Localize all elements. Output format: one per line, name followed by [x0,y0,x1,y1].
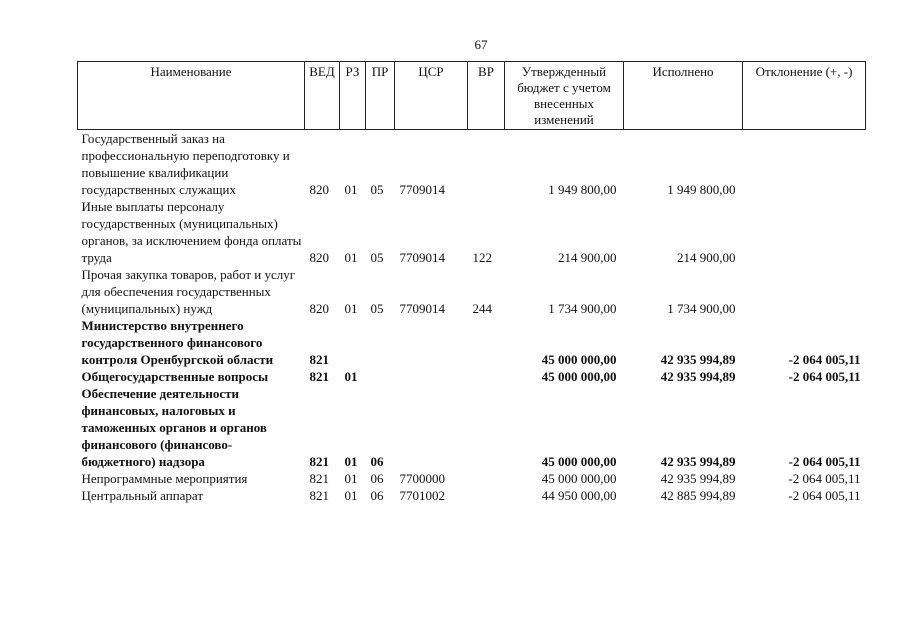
cell-executed: 42 935 994,89 [660,369,736,384]
cell-name: Центральный аппарат [81,488,204,503]
cell-name: Министерство внутреннего государственного финансового контроля Оренбургской области [81,318,274,367]
cell-deviation: -2 064 005,11 [788,471,861,486]
cell-deviation [743,130,866,199]
cell-executed: 42 935 994,89 [660,454,736,469]
table-row [78,385,866,470]
cell-name: Общегосударственные вопросы [81,369,269,384]
cell-name: Обеспечение деятельности финансовых, налоговых и таможенных органов и органов финансового (финансово-бюджетного) надзора [81,386,267,469]
cell-approved: 1 949 800,00 [548,182,617,197]
cell-ved: 821 [309,454,329,469]
cell-vr [468,317,505,368]
cell-pr: 06 [370,471,384,486]
cell-vr: 244 [472,301,492,316]
cell-name: Государственный заказ на профессиональную переподготовку и повышение квалификации государственных служащих [81,131,290,197]
table-row [78,487,866,504]
cell-approved: 1 734 900,00 [548,301,617,316]
cell-deviation: -2 064 005,11 [788,369,861,384]
table-row [78,368,866,385]
header-row [78,62,866,130]
cell-deviation: -2 064 005,11 [788,352,861,367]
cell-ved: 820 [309,301,329,316]
header-rz: РЗ [340,62,366,130]
cell-deviation: -2 064 005,11 [788,454,861,469]
cell-rz: 01 [344,250,358,265]
cell-approved: 45 000 000,00 [541,369,617,384]
cell-rz: 01 [344,488,358,503]
cell-ved: 820 [309,250,329,265]
cell-vr: 122 [472,250,492,265]
table-row [78,198,866,266]
cell-pr: 06 [370,454,384,469]
cell-pr: 05 [370,301,384,316]
cell-rz: 01 [344,454,358,469]
header-vr: ВР [468,62,505,130]
cell-vr [468,385,505,470]
cell-pr [366,368,395,385]
cell-csr [395,317,468,368]
cell-deviation [743,266,866,317]
cell-executed: 1 949 800,00 [667,182,736,197]
header-ved: ВЕД [305,62,340,130]
cell-vr [468,487,505,504]
cell-pr [366,317,395,368]
cell-vr [468,368,505,385]
cell-csr: 7700000 [399,471,445,486]
header-approved: Утвержденный бюджет с учетом внесенных изменений [505,62,624,130]
cell-name: Прочая закупка товаров, работ и услуг для обеспечения государственных (муниципальных) нужд [81,267,296,316]
cell-executed: 42 935 994,89 [660,471,736,486]
cell-executed: 42 885 994,89 [660,488,736,503]
cell-csr: 7709014 [399,182,445,197]
table-row [78,130,866,199]
cell-approved: 214 900,00 [558,250,617,265]
table-header [78,62,866,130]
cell-ved: 821 [309,369,329,384]
page-number: 67 [474,37,488,52]
cell-pr: 05 [370,250,384,265]
budget-table [77,61,866,504]
cell-rz: 01 [344,369,358,384]
cell-csr: 7709014 [399,301,445,316]
cell-rz: 01 [344,301,358,316]
cell-csr: 7709014 [399,250,445,265]
cell-executed: 1 734 900,00 [667,301,736,316]
header-csr: ЦСР [395,62,468,130]
header-deviation: Отклонение (+, -) [743,62,866,130]
cell-ved: 821 [309,471,329,486]
table-row [78,470,866,487]
cell-approved: 45 000 000,00 [541,454,617,469]
cell-approved: 45 000 000,00 [541,471,617,486]
cell-pr: 05 [370,182,384,197]
cell-csr: 7701002 [399,488,445,503]
cell-deviation: -2 064 005,11 [788,488,861,503]
cell-ved: 820 [309,182,329,197]
cell-approved: 44 950 000,00 [541,488,617,503]
table-body [78,130,866,505]
cell-ved: 821 [309,352,329,367]
table-row [78,266,866,317]
cell-rz: 01 [344,182,358,197]
header-executed: Исполнено [624,62,743,130]
cell-name: Иные выплаты персоналу государственных (муниципальных) органов, за исключением фонда оплаты труда [81,199,302,265]
cell-rz [340,317,366,368]
cell-csr [395,385,468,470]
cell-pr: 06 [370,488,384,503]
cell-deviation [743,198,866,266]
table-row [78,317,866,368]
header-name: Наименование [78,62,305,130]
cell-approved: 45 000 000,00 [541,352,617,367]
cell-rz: 01 [344,471,358,486]
cell-vr [468,470,505,487]
cell-vr [468,130,505,199]
cell-executed: 42 935 994,89 [660,352,736,367]
cell-name: Непрограммные мероприятия [81,471,248,486]
cell-ved: 821 [309,488,329,503]
cell-executed: 214 900,00 [677,250,736,265]
header-pr: ПР [366,62,395,130]
cell-csr [395,368,468,385]
